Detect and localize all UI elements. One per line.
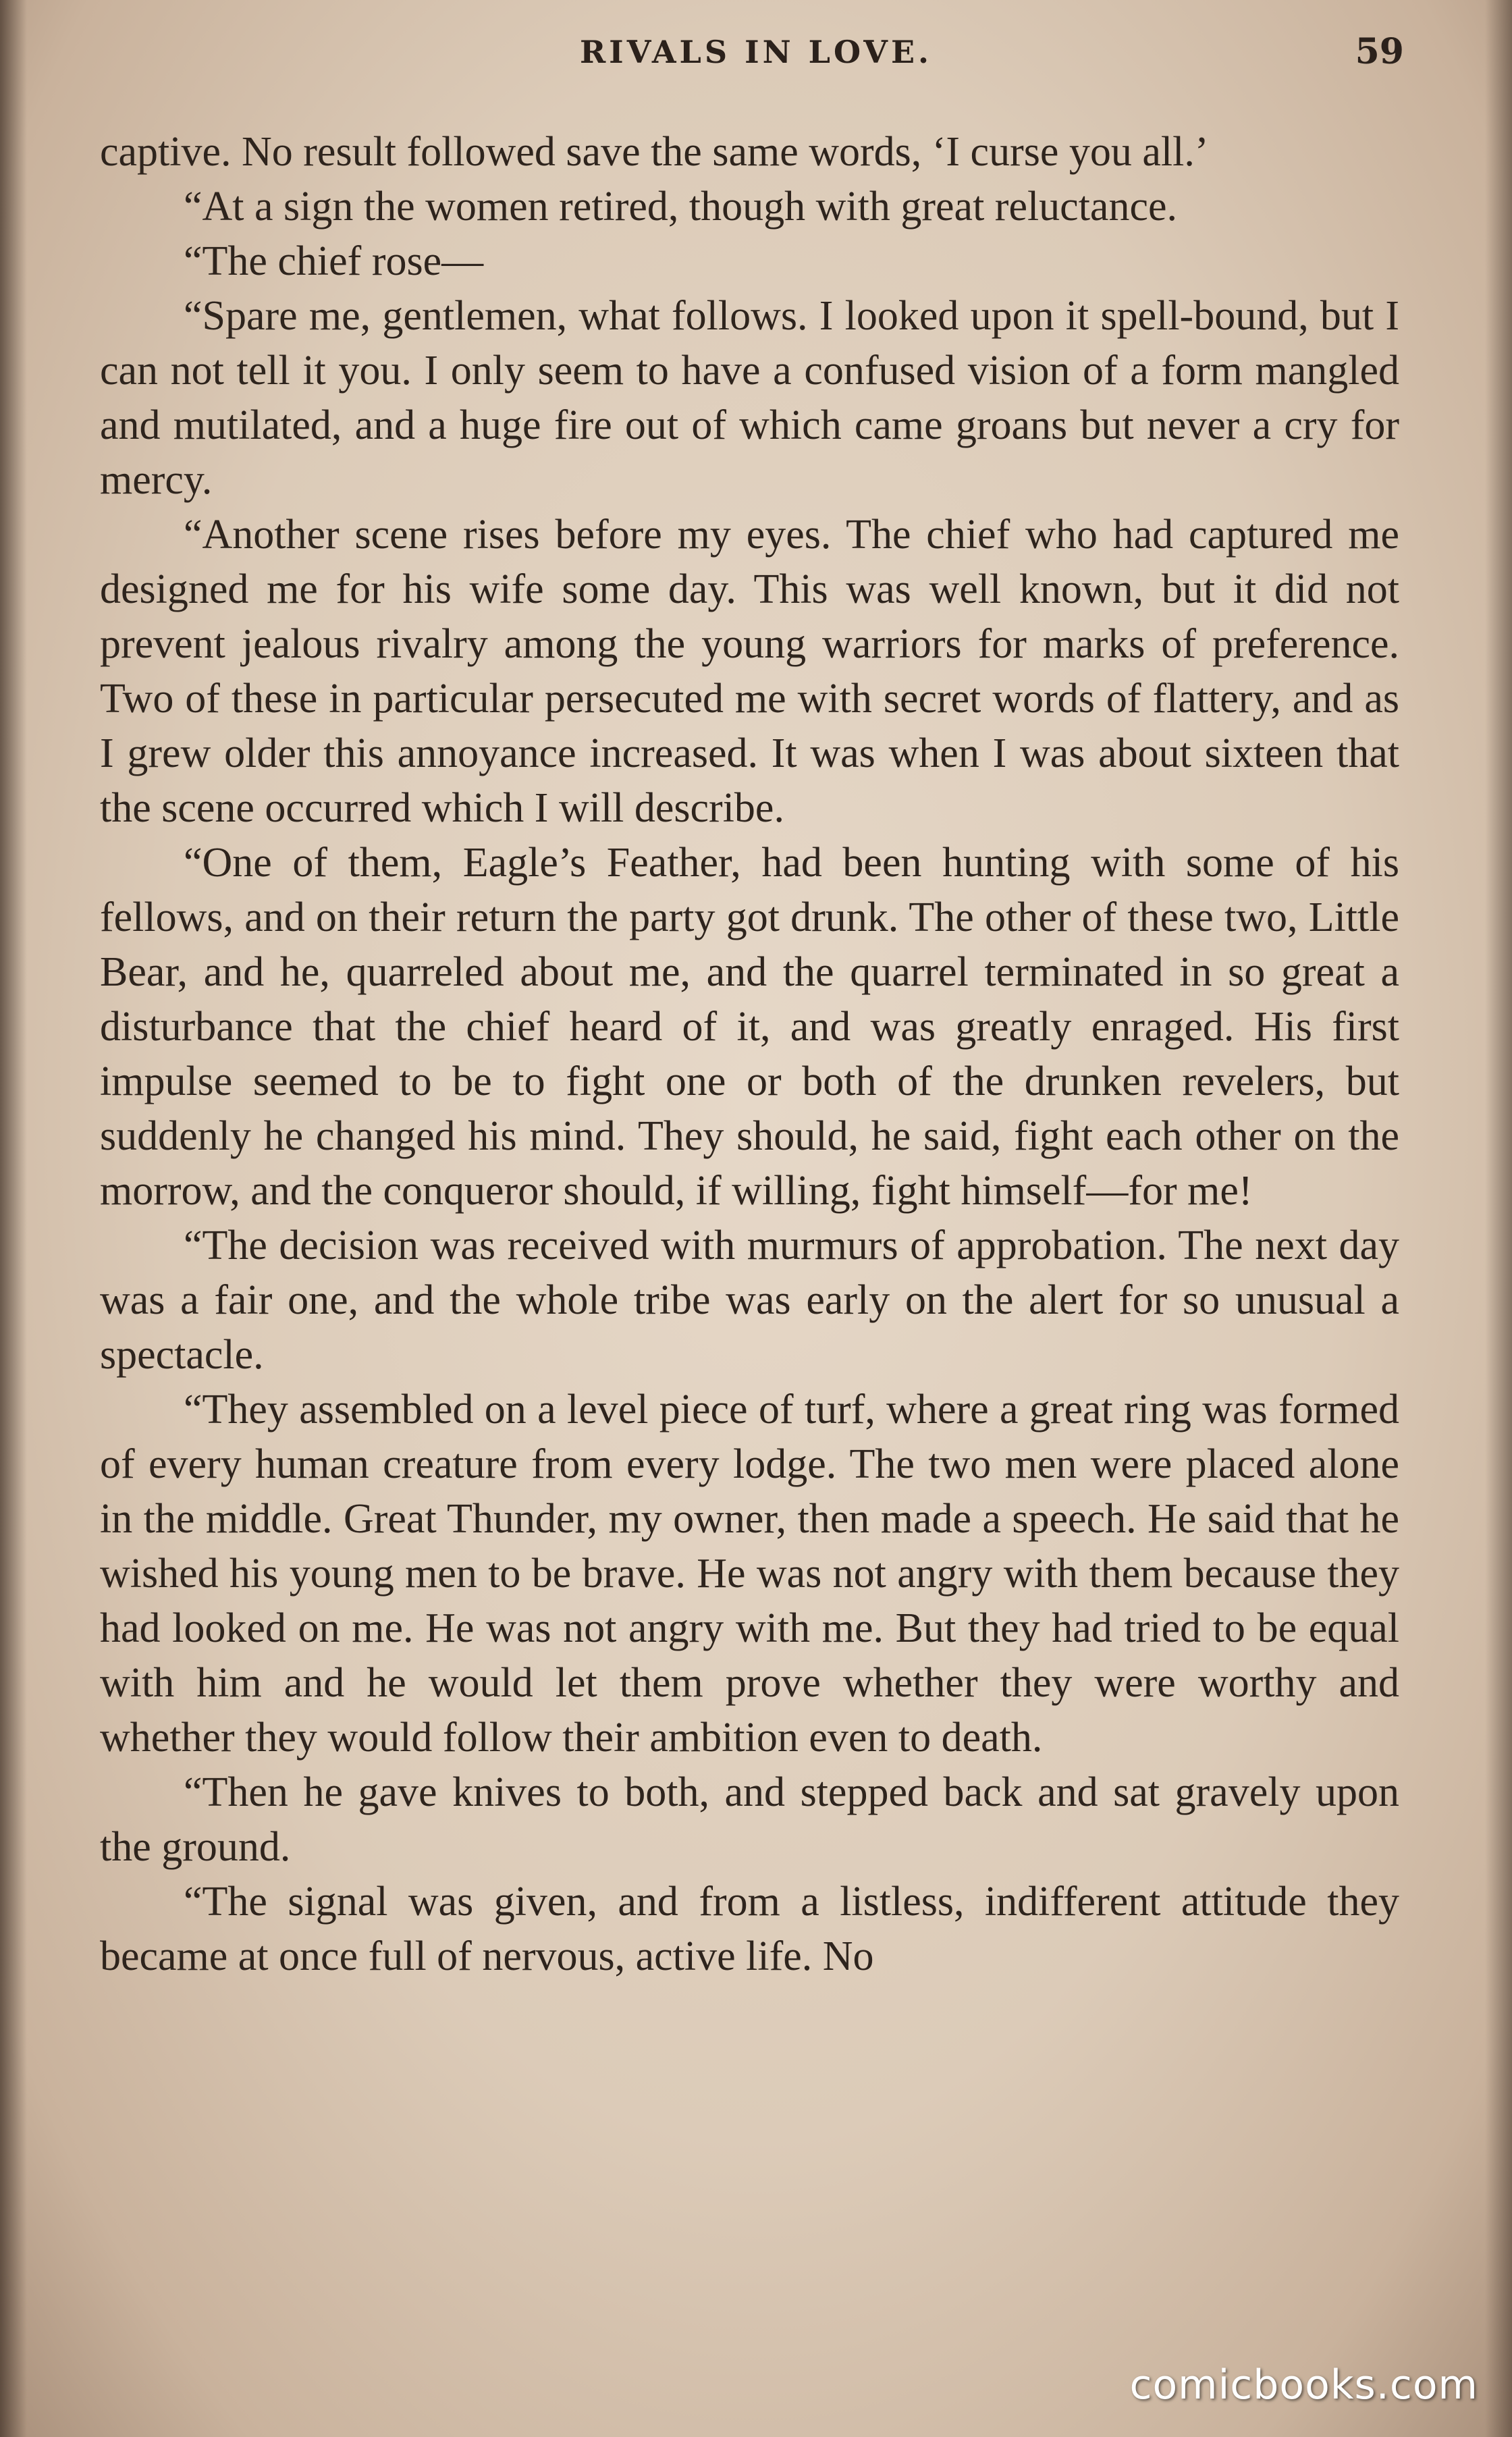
page-header — [101, 27, 1411, 81]
paragraph: “Then he gave knives to both, and stepped back and sat gravely upon the ground. — [100, 1769, 1399, 1870]
page-number: 59 — [1355, 31, 1404, 72]
body-text — [100, 125, 1399, 1984]
paragraph: captive. No result followed save the same words, ‘I curse you all.’ — [100, 129, 1209, 175]
paragraph: “At a sign the women retired, though with great reluctance. — [184, 184, 1177, 230]
running-title: RIVALS IN LOVE. — [579, 34, 933, 70]
paragraph: “They assembled on a level piece of turf, where a great ring was formed of every human creature from every lodge. The two men were placed alone in the middle. Great Thunder, my owner, then made a speech. He said that he wished his young men to be brave. He was not angry with them because they had looked on me. He was not angry with me. But they had tried to be equal with him and he would let them prove whether they were worthy and whether they would follow their ambition even to death. — [100, 1387, 1399, 1761]
watermark: comicbooks.com — [1129, 2361, 1478, 2409]
paragraph: “The decision was received with murmurs of approbation. The next day was a fair one, and the whole tribe was early on the alert for so unusual a spectacle. — [100, 1223, 1399, 1378]
paragraph: “Spare me, gentlemen, what follows. I looked upon it spell-bound, but I can not tell it you. I only seem to have a confused vision of a form mangled and mutilated, and a huge fire out of which came groans but never a cry for mercy. — [100, 293, 1399, 503]
page-edge-shadow-left — [0, 0, 27, 2437]
paragraph: “One of them, Eagle’s Feather, had been hunting with some of his fellows, and on their return the party got drunk. The other of these two, Little Bear, and he, quarreled about me, and the quarrel terminated in so great a disturbance that the chief heard of it, and was greatly enraged. His first impulse seemed to be to fight one or both of the drunken revelers, but suddenly he changed his mind. They should, he said, fight each other on the morrow, and the conqueror should, if willing, fight himself—for me! — [100, 840, 1399, 1214]
page-edge-shadow-right — [1485, 0, 1512, 2437]
paragraph: “Another scene rises before my eyes. The chief who had captured me designed me for his wife some day. This was well known, but it did not prevent jealous rivalry among the young warriors for marks of preference. Two of these in particular persecuted me with secret words of flattery, and as I grew older this annoyance increased. It was when I was about sixteen that the scene occurred which I will describe. — [100, 512, 1399, 831]
paragraph: “The signal was given, and from a listless, indifferent attitude they became at once full of nervous, active life. No — [100, 1879, 1399, 1979]
paragraph: “The chief rose— — [184, 238, 484, 284]
